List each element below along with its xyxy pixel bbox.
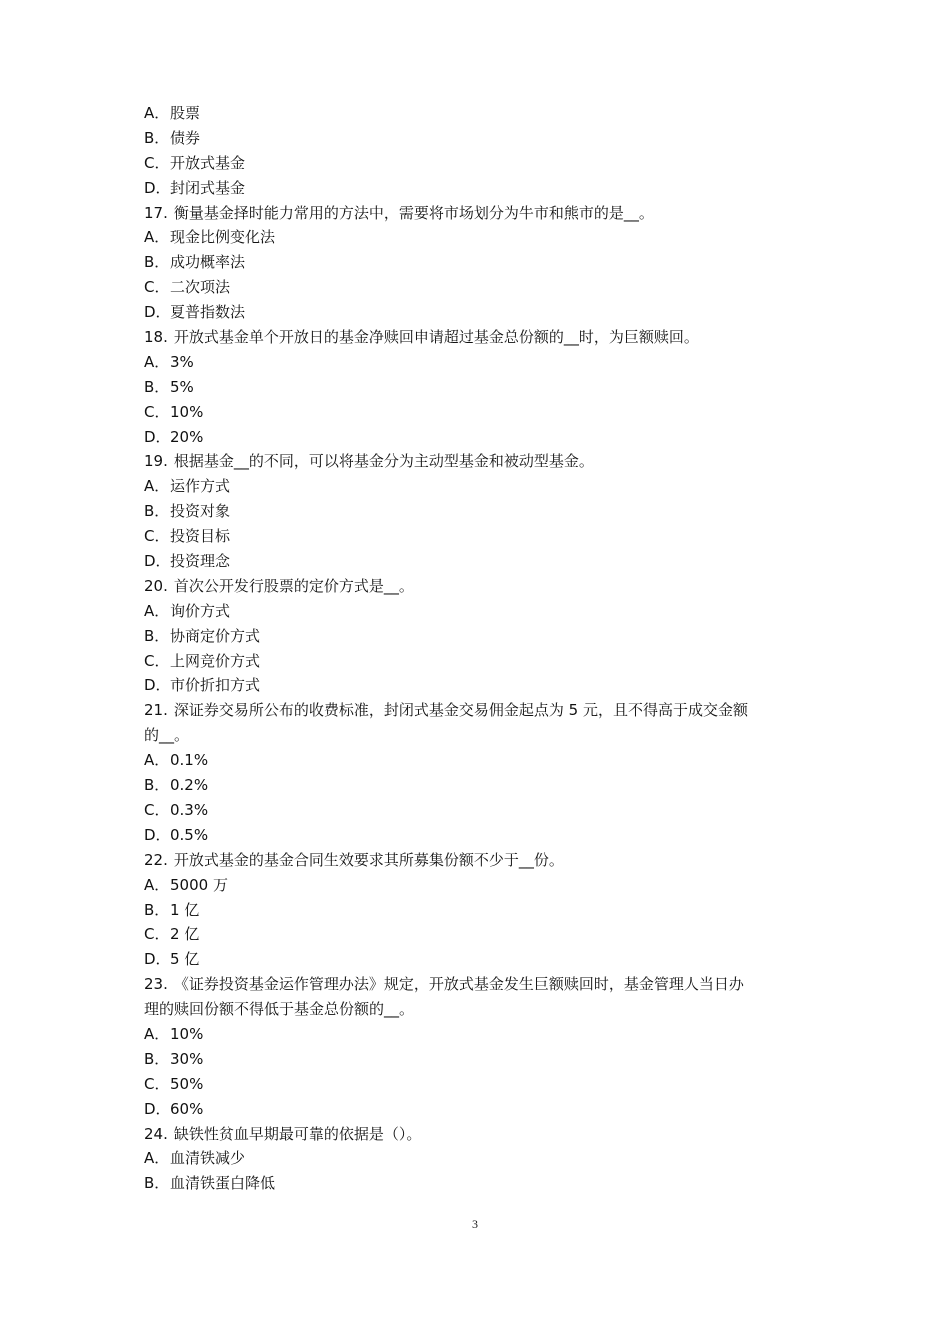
option-text: 0.5%: [170, 825, 209, 844]
option-text: 5%: [170, 377, 194, 396]
option-letter: A．: [144, 477, 170, 496]
question-text: 深证券交易所公布的收费标准，封闭式基金交易佣金起点为 5 元，且不得高于成交金额: [173, 701, 748, 720]
option-text: 股票: [170, 104, 201, 122]
question-stem: [144, 325, 814, 350]
option-letter: C．: [144, 402, 170, 421]
option-letter: C．: [144, 651, 170, 670]
option-line: [144, 1047, 814, 1072]
option-text: 60%: [170, 1099, 204, 1118]
option-line: [144, 425, 814, 450]
option-text: 0.2%: [170, 776, 209, 795]
question-stem: [144, 449, 814, 474]
option-letter: A．: [144, 601, 170, 620]
question-stem: [144, 848, 814, 873]
option-letter: C．: [144, 1074, 170, 1093]
option-text: 2 亿: [170, 925, 200, 944]
option-letter: B．: [144, 253, 170, 272]
option-line: [144, 225, 814, 250]
question-number: 21.: [144, 701, 168, 720]
option-line: [144, 1072, 814, 1097]
option-text: 上网竞价方式: [170, 651, 261, 670]
option-letter: D．: [144, 427, 171, 446]
option-text: 投资对象: [170, 502, 231, 521]
question-number: 17.: [144, 203, 168, 222]
question-stem: [144, 997, 814, 1022]
question-stem: [144, 201, 814, 226]
question-text: 衡量基金择时能力常用的方法中，需要将市场划分为牛市和熊市的是__。: [173, 203, 654, 222]
option-letter: C．: [144, 153, 170, 172]
option-text: 投资目标: [170, 527, 231, 546]
option-line: [144, 649, 814, 674]
option-line: [144, 798, 814, 823]
option-line: [144, 400, 814, 425]
option-text: 3%: [170, 352, 194, 371]
option-line: [144, 947, 814, 972]
question-number: 23.: [144, 975, 168, 994]
option-letter: A．: [144, 228, 170, 247]
option-text: 成功概率法: [170, 253, 246, 272]
option-letter: A．: [144, 352, 170, 371]
question-text: 根据基金__的不同，可以将基金分为主动型基金和被动型基金。: [173, 452, 594, 471]
option-text: 血清铁减少: [170, 1149, 246, 1168]
option-text: 二次项法: [170, 278, 231, 297]
question-text: 理的赎回份额不得低于基金总份额的__。: [144, 1000, 415, 1019]
question-number: 22.: [144, 850, 168, 869]
option-letter: B．: [144, 128, 170, 147]
option-text: 5 亿: [170, 950, 200, 969]
option-line: [144, 499, 814, 524]
option-letter: B．: [144, 502, 170, 521]
option-line: [144, 300, 814, 325]
option-line: [144, 823, 814, 848]
option-text: 10%: [170, 402, 204, 421]
option-letter: C．: [144, 925, 170, 944]
option-letter: D．: [144, 552, 171, 571]
option-letter: D．: [144, 1099, 171, 1118]
option-letter: C．: [144, 278, 170, 297]
option-text: 协商定价方式: [170, 626, 261, 645]
question-number: 18.: [144, 328, 168, 347]
option-letter: D．: [144, 825, 171, 844]
option-line: [144, 275, 814, 300]
option-letter: B．: [144, 1049, 170, 1068]
question-stem: [144, 574, 814, 599]
option-text: 封闭式基金: [170, 178, 246, 197]
option-letter: D．: [144, 178, 171, 197]
option-letter: C．: [144, 800, 170, 819]
option-text: 5000 万: [170, 875, 228, 894]
option-letter: B．: [144, 1174, 170, 1193]
option-line: [144, 898, 814, 923]
option-text: 1 亿: [170, 900, 200, 919]
option-text: 运作方式: [170, 477, 231, 496]
option-text: 30%: [170, 1049, 204, 1068]
option-text: 询价方式: [170, 601, 231, 620]
option-line: [144, 748, 814, 773]
option-line: [144, 773, 814, 798]
question-stem: [144, 723, 814, 748]
option-text: 0.3%: [170, 800, 209, 819]
page-number: 3: [472, 1217, 478, 1231]
question-text: 开放式基金的基金合同生效要求其所募集份额不少于__份。: [173, 850, 564, 869]
option-line: [144, 474, 814, 499]
option-line: [144, 151, 814, 176]
option-line: [144, 350, 814, 375]
option-line: [144, 873, 814, 898]
question-stem: [144, 972, 814, 997]
option-line: [144, 126, 814, 151]
option-letter: D．: [144, 676, 171, 695]
option-line: [144, 549, 814, 574]
option-line: [144, 101, 814, 126]
option-letter: A．: [144, 104, 170, 122]
option-letter: B．: [144, 900, 170, 919]
option-line: [144, 375, 814, 400]
option-line: [144, 673, 814, 698]
question-text: 缺铁性贫血早期最可靠的依据是（）。: [173, 1124, 422, 1143]
question-text: 首次公开发行股票的定价方式是__。: [173, 576, 414, 595]
option-line: [144, 524, 814, 549]
option-letter: A．: [144, 1024, 170, 1043]
option-line: [144, 599, 814, 624]
option-text: 10%: [170, 1024, 204, 1043]
option-line: [144, 624, 814, 649]
option-letter: D．: [144, 303, 171, 322]
option-letter: A．: [144, 751, 170, 770]
question-text: 开放式基金单个开放日的基金净赎回申请超过基金总份额的__时，为巨额赎回。: [173, 328, 699, 347]
option-text: 血清铁蛋白降低: [170, 1174, 276, 1193]
option-letter: B．: [144, 776, 170, 795]
question-stem: [144, 1122, 814, 1147]
option-line: [144, 1171, 814, 1196]
option-text: 现金比例变化法: [170, 228, 276, 247]
option-text: 投资理念: [170, 552, 231, 571]
option-line: [144, 176, 814, 201]
option-letter: D．: [144, 950, 171, 969]
option-line: [144, 1146, 814, 1171]
question-stem: [144, 698, 814, 723]
question-text: 《证券投资基金运作管理办法》规定，开放式基金发生巨额赎回时，基金管理人当日办: [173, 975, 744, 994]
option-text: 20%: [170, 427, 204, 446]
option-text: 开放式基金: [170, 153, 246, 172]
option-line: [144, 1022, 814, 1047]
option-text: 债券: [170, 128, 201, 147]
option-letter: B．: [144, 626, 170, 645]
option-letter: A．: [144, 875, 170, 894]
option-text: 50%: [170, 1074, 204, 1093]
option-line: [144, 1097, 814, 1122]
question-number: 19.: [144, 452, 168, 471]
option-text: 0.1%: [170, 751, 209, 770]
option-letter: B．: [144, 377, 170, 396]
question-list: [144, 101, 814, 1196]
option-line: [144, 922, 814, 947]
option-letter: A．: [144, 1149, 170, 1168]
option-text: 市价折扣方式: [170, 676, 261, 695]
option-text: 夏普指数法: [170, 303, 246, 322]
question-number: 24.: [144, 1124, 168, 1143]
question-number: 20.: [144, 576, 168, 595]
option-letter: C．: [144, 527, 170, 546]
question-text: 的__。: [144, 726, 190, 745]
option-line: [144, 250, 814, 275]
